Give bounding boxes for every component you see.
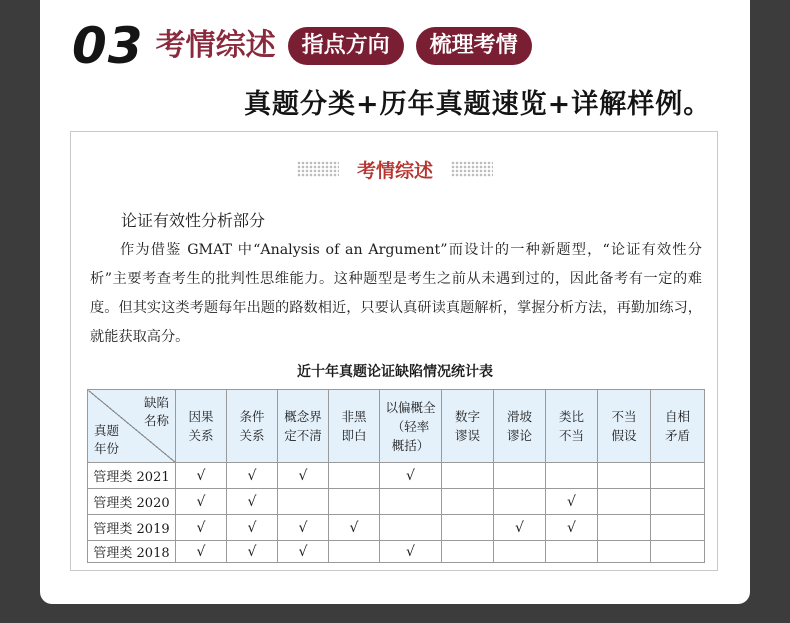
column-header <box>494 390 546 463</box>
corner-label-name: 名称 <box>143 413 169 428</box>
tag-guide-direction: 指点方向 <box>288 27 404 65</box>
empty-cell <box>442 489 494 515</box>
check-cell: √ <box>329 515 380 541</box>
table-row <box>88 463 705 489</box>
year-cell: 管理类 2019 <box>88 515 176 541</box>
empty-cell <box>651 515 705 541</box>
intro-paragraph: 作为借鉴 GMAT 中“Analysis of an Argument”而设计的一种新题型，“论证有效性分析”主要考查考生的批判性思维能力。这种题型是考生之前从未遇到过的，因此备考有一定的难度。但其实这类考题每年出题的路数相近，只要认真研读真题解析，掌握分析方法，再勤加练习，就能获取高分。 <box>90 242 702 345</box>
column-header-line: 数字 <box>454 409 480 424</box>
defect-statistics-table <box>87 389 705 563</box>
part-heading: 论证有效性分析部分 <box>121 211 266 230</box>
empty-cell <box>329 489 380 515</box>
column-header-line: 概念界 <box>284 409 322 424</box>
column-header <box>442 390 494 463</box>
empty-cell <box>494 489 546 515</box>
empty-cell <box>598 463 651 489</box>
empty-cell <box>546 541 598 563</box>
empty-cell <box>380 515 442 541</box>
empty-cell <box>651 489 705 515</box>
table-body <box>88 463 705 563</box>
column-header-line: 不当 <box>611 409 637 424</box>
check-cell: √ <box>227 541 278 563</box>
column-header-line: 即白 <box>341 428 367 443</box>
corner-label-exam: 真题 <box>94 423 120 438</box>
empty-cell <box>598 515 651 541</box>
column-header-line: （轻率 <box>391 418 430 434</box>
check-cell: √ <box>176 463 227 489</box>
column-header-line: 自相 <box>664 409 690 424</box>
section-number: 03 <box>72 17 144 75</box>
column-header-line: 类比 <box>558 409 584 424</box>
column-header-line: 矛盾 <box>664 428 690 443</box>
book-page-excerpt <box>70 131 718 571</box>
empty-cell <box>278 489 329 515</box>
column-header-line: 以偏概全 <box>385 399 436 415</box>
check-cell: √ <box>227 463 278 489</box>
empty-cell <box>442 541 494 563</box>
empty-cell <box>651 541 705 563</box>
check-cell: √ <box>227 489 278 515</box>
doc-title-bar <box>71 154 718 184</box>
check-cell: √ <box>380 541 442 563</box>
check-cell: √ <box>494 515 546 541</box>
table-row <box>88 489 705 515</box>
column-header-line: 假设 <box>611 428 637 443</box>
table-header-row <box>88 390 705 463</box>
column-header <box>176 390 227 463</box>
column-header-line: 不当 <box>558 428 584 443</box>
right-dot-pattern <box>451 161 493 177</box>
column-header <box>329 390 380 463</box>
column-header <box>278 390 329 463</box>
corner-label-defect: 缺陷 <box>143 395 169 410</box>
empty-cell <box>494 541 546 563</box>
empty-cell <box>494 463 546 489</box>
column-header-line: 因果 <box>188 409 214 424</box>
empty-cell <box>651 463 705 489</box>
column-header-line: 条件 <box>239 409 265 424</box>
check-cell: √ <box>278 463 329 489</box>
table-row <box>88 515 705 541</box>
check-cell: √ <box>380 463 442 489</box>
column-header-line: 谬论 <box>506 428 532 443</box>
empty-cell <box>442 515 494 541</box>
column-header-line: 关系 <box>188 428 214 443</box>
section-header <box>72 18 532 74</box>
empty-cell <box>380 489 442 515</box>
left-dot-pattern <box>297 161 339 177</box>
column-header-line: 滑坡 <box>506 409 532 424</box>
table-caption: 近十年真题论证缺陷情况统计表 <box>297 364 493 380</box>
column-header <box>651 390 705 463</box>
column-header-line: 谬误 <box>454 428 480 443</box>
column-header <box>598 390 651 463</box>
check-cell: √ <box>176 515 227 541</box>
check-cell: √ <box>176 489 227 515</box>
corner-header <box>88 390 176 463</box>
check-cell: √ <box>227 515 278 541</box>
column-header-line: 关系 <box>239 428 265 443</box>
check-cell: √ <box>546 515 598 541</box>
corner-label-year: 年份 <box>94 441 120 456</box>
empty-cell <box>329 463 380 489</box>
check-cell: √ <box>278 541 329 563</box>
column-header-line: 概括） <box>391 437 430 453</box>
table-row <box>88 541 705 563</box>
column-header <box>380 390 442 463</box>
year-cell: 管理类 2018 <box>88 541 176 563</box>
section-subtitle: 真题分类+历年真题速览+详解样例。 <box>244 89 712 120</box>
empty-cell <box>598 541 651 563</box>
check-cell: √ <box>546 489 598 515</box>
empty-cell <box>442 463 494 489</box>
column-header <box>546 390 598 463</box>
tag-review-exam: 梳理考情 <box>416 27 532 65</box>
column-header <box>227 390 278 463</box>
empty-cell <box>598 489 651 515</box>
section-title: 考情综述 <box>155 28 276 63</box>
column-header-line: 定不清 <box>284 428 322 443</box>
year-cell: 管理类 2020 <box>88 489 176 515</box>
empty-cell <box>546 463 598 489</box>
column-header-line: 非黑 <box>341 409 367 424</box>
year-cell: 管理类 2021 <box>88 463 176 489</box>
doc-title: 考情综述 <box>356 159 433 182</box>
empty-cell <box>329 541 380 563</box>
check-cell: √ <box>278 515 329 541</box>
check-cell: √ <box>176 541 227 563</box>
